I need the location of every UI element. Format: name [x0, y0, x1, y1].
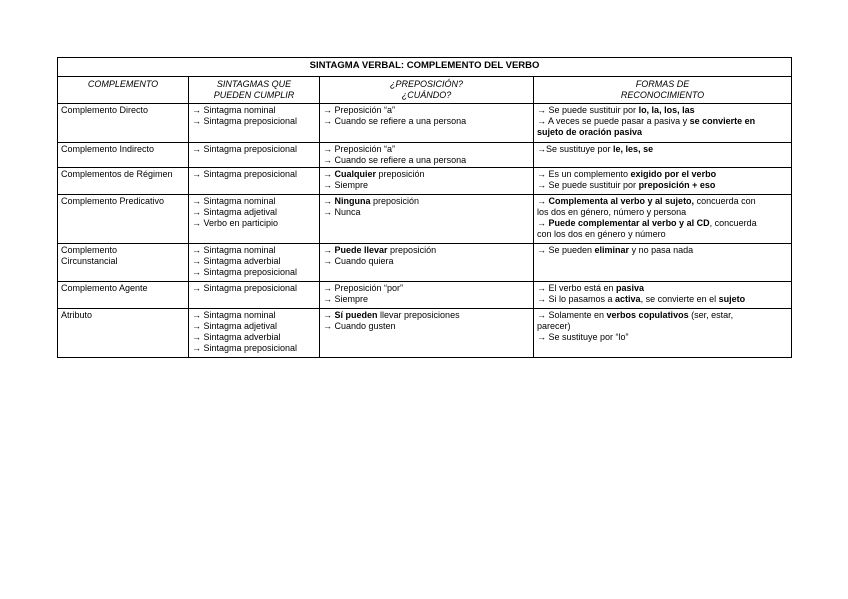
table-row [58, 168, 792, 195]
text-segment: → Preposición “por” [323, 283, 404, 293]
sintagma-item: → Sintagma adverbial [192, 332, 281, 342]
text-segment: → [537, 196, 549, 206]
header-line: COMPLEMENTO [87, 79, 159, 89]
preposicion-line [323, 283, 530, 294]
title-row [58, 58, 792, 77]
forma-line [537, 332, 788, 343]
preposicion-cell [320, 309, 534, 358]
table-row [58, 195, 792, 244]
preposicion-line [323, 169, 530, 180]
bold-text: sujeto [718, 294, 746, 304]
complemento-cell [58, 195, 189, 244]
text-segment: los dos en género, número y persona [537, 207, 687, 217]
bold-text: verbos copulativos [606, 310, 689, 320]
table-row [58, 282, 792, 309]
text-segment: → Preposición “a” [323, 144, 396, 154]
forma-line [537, 116, 788, 127]
header-line: FORMAS DE [635, 79, 690, 89]
forma-line [537, 310, 788, 321]
text-segment: (ser, estar, [688, 310, 734, 320]
complemento-cell [58, 309, 189, 358]
text-segment: → Solamente en [537, 310, 607, 320]
text-segment: concuerda con [694, 196, 756, 206]
sintagma-item: → Sintagma nominal [192, 245, 276, 255]
text-segment: → Se puede sustituir por [537, 105, 639, 115]
bold-text: Cualquier [334, 169, 377, 179]
complemento-label: Complemento Directo [61, 105, 149, 115]
text-segment: → Se sustituye por “lo” [537, 332, 629, 342]
text-segment: parecer) [537, 321, 571, 331]
sintagma-item: → Sintagma adjetival [192, 321, 278, 331]
header-preposicion [320, 77, 534, 104]
complemento-label: Complementos de Régimen [61, 169, 173, 179]
table-row [58, 309, 792, 358]
bold-text: le, les, se [613, 144, 654, 154]
preposicion-line [323, 196, 530, 207]
formas-cell [534, 244, 792, 282]
text-segment: , concuerda [709, 218, 757, 228]
table-body [58, 104, 792, 358]
bold-text: eliminar [594, 245, 630, 255]
sintagmas-cell [189, 168, 320, 195]
text-segment: → Nunca [323, 207, 361, 217]
header-row [58, 77, 792, 104]
sintagmas-cell [189, 309, 320, 358]
table-row [58, 104, 792, 143]
bold-text: se convierte en [689, 116, 756, 126]
header-line: ¿PREPOSICIÓN? [389, 79, 463, 89]
complemento-label: Complemento Agente [61, 283, 148, 293]
text-segment: → [323, 169, 335, 179]
table-row [58, 244, 792, 282]
preposicion-line [323, 207, 530, 218]
text-segment: → Cuando se refiere a una persona [323, 155, 467, 165]
header-formas [534, 77, 792, 104]
table-title: SINTAGMA VERBAL: COMPLEMENTO DEL VERBO [58, 58, 792, 77]
header-line: RECONOCIMIENTO [620, 90, 705, 100]
preposicion-cell [320, 104, 534, 143]
forma-line [537, 321, 788, 332]
text-segment: → Cuando quiera [323, 256, 394, 266]
text-segment: → Siempre [323, 294, 369, 304]
complemento-cell [58, 104, 189, 143]
bold-text: activa [615, 294, 641, 304]
sintagmas-cell [189, 282, 320, 309]
preposicion-line [323, 245, 530, 256]
forma-line [537, 207, 788, 218]
sintagma-item: → Sintagma preposicional [192, 283, 298, 293]
preposicion-cell [320, 168, 534, 195]
sintagma-item: → Sintagma nominal [192, 105, 276, 115]
forma-line [537, 283, 788, 294]
preposicion-line [323, 116, 530, 127]
sintagma-item: → Sintagma preposicional [192, 267, 298, 277]
table-row [58, 143, 792, 168]
forma-line [537, 169, 788, 180]
text-segment: preposición [370, 196, 420, 206]
preposicion-line [323, 180, 530, 191]
forma-line [537, 180, 788, 191]
preposicion-line [323, 310, 530, 321]
text-segment: → Si lo pasamos a [537, 294, 616, 304]
sintagma-item: → Sintagma adverbial [192, 256, 281, 266]
forma-line [537, 245, 788, 256]
text-segment: → A veces se puede pasar a pasiva y [537, 116, 690, 126]
forma-line [537, 229, 788, 240]
forma-line [537, 105, 788, 116]
bold-text: exigido por el verbo [630, 169, 717, 179]
sintagmas-cell [189, 195, 320, 244]
complemento-label: Circunstancial [61, 256, 118, 266]
formas-cell [534, 104, 792, 143]
text-segment: preposición [387, 245, 437, 255]
bold-text: Ninguna [334, 196, 371, 206]
bold-text: lo, la, los, las [638, 105, 695, 115]
preposicion-line [323, 105, 530, 116]
forma-line [537, 294, 788, 305]
sintagma-item: → Sintagma preposicional [192, 343, 298, 353]
text-segment: → Siempre [323, 180, 369, 190]
forma-line [537, 127, 788, 138]
complemento-label: Atributo [61, 310, 93, 320]
complemento-label: Complemento Predicativo [61, 196, 165, 206]
forma-line [537, 144, 788, 155]
text-segment: , se convierte en el [640, 294, 719, 304]
sintagma-item: → Sintagma preposicional [192, 144, 298, 154]
forma-line [537, 196, 788, 207]
header-line: ¿CUÁNDO? [401, 90, 452, 100]
sintagmas-cell [189, 244, 320, 282]
preposicion-cell [320, 244, 534, 282]
text-segment: → [537, 218, 549, 228]
text-segment: → [323, 245, 335, 255]
sintagmas-cell [189, 143, 320, 168]
text-segment: → El verbo está en [537, 283, 617, 293]
sintagma-item: → Sintagma preposicional [192, 169, 298, 179]
header-sintagmas [189, 77, 320, 104]
complemento-cell [58, 244, 189, 282]
bold-text: Complementa al verbo y al sujeto, [548, 196, 695, 206]
text-segment: con los dos en género y número [537, 229, 666, 239]
bold-text: preposición + eso [638, 180, 716, 190]
preposicion-line [323, 155, 530, 166]
complemento-cell [58, 168, 189, 195]
text-segment: → [323, 196, 335, 206]
sintagma-item: → Sintagma preposicional [192, 116, 298, 126]
text-segment: preposición [376, 169, 425, 179]
forma-line [537, 218, 788, 229]
formas-cell [534, 195, 792, 244]
text-segment: → [323, 310, 335, 320]
text-segment: → Se puede sustituir por [537, 180, 639, 190]
preposicion-line [323, 321, 530, 332]
text-segment: → Cuando gusten [323, 321, 396, 331]
text-segment: →Se sustituye por [537, 144, 614, 154]
preposicion-cell [320, 282, 534, 309]
preposicion-cell [320, 195, 534, 244]
text-segment: → Se pueden [537, 245, 595, 255]
sintagma-item: → Verbo en participio [192, 218, 279, 228]
bold-text: Puede llevar [334, 245, 388, 255]
complemento-cell [58, 282, 189, 309]
sintagma-item: → Sintagma nominal [192, 196, 276, 206]
text-segment: y no pasa nada [629, 245, 694, 255]
formas-cell [534, 309, 792, 358]
text-segment: → Preposición “a” [323, 105, 396, 115]
sintagma-item: → Sintagma nominal [192, 310, 276, 320]
header-complemento [58, 77, 189, 104]
sintagmas-cell [189, 104, 320, 143]
formas-cell [534, 143, 792, 168]
text-segment: → Cuando se refiere a una persona [323, 116, 467, 126]
formas-cell [534, 282, 792, 309]
complemento-label: Complemento Indirecto [61, 144, 155, 154]
bold-text: sujeto de oración pasiva [537, 127, 643, 137]
header-line: PUEDEN CUMPLIR [213, 90, 295, 100]
complemento-del-verbo-table [57, 57, 792, 358]
preposicion-line [323, 294, 530, 305]
complemento-cell [58, 143, 189, 168]
preposicion-cell [320, 143, 534, 168]
preposicion-line [323, 256, 530, 267]
bold-text: pasiva [616, 283, 645, 293]
formas-cell [534, 168, 792, 195]
preposicion-line [323, 144, 530, 155]
bold-text: Puede complementar al verbo y al CD [548, 218, 710, 228]
text-segment: → Es un complemento [537, 169, 631, 179]
sintagma-item: → Sintagma adjetival [192, 207, 278, 217]
header-line: SINTAGMAS QUE [216, 79, 292, 89]
complemento-label: Complemento [61, 245, 118, 255]
bold-text: Sí pueden [334, 310, 378, 320]
text-segment: llevar preposiciones [377, 310, 460, 320]
